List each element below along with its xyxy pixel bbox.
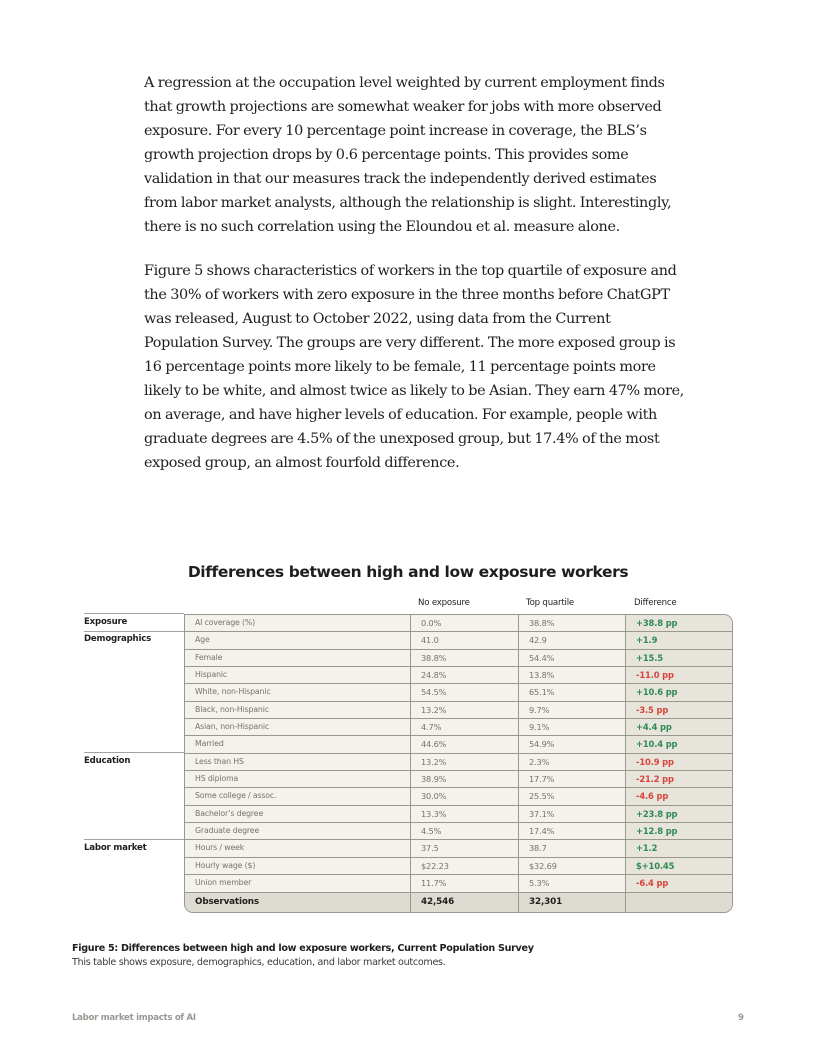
difference-value: -11.0 pp bbox=[626, 667, 732, 683]
difference-value: +1.9 bbox=[626, 632, 732, 648]
row-label: Female bbox=[185, 650, 411, 666]
row-label: AI coverage (%) bbox=[185, 615, 411, 631]
observations-top-quartile: 32,301 bbox=[519, 893, 626, 912]
row-label: Married bbox=[185, 736, 411, 752]
no-exposure-value: $22.23 bbox=[411, 858, 519, 874]
difference-value: +15.5 bbox=[626, 650, 732, 666]
top-quartile-value: 65.1% bbox=[519, 684, 626, 700]
observations-label: Observations bbox=[185, 893, 411, 912]
table-row bbox=[185, 788, 732, 805]
no-exposure-value: 24.8% bbox=[411, 667, 519, 683]
top-quartile-value: 13.8% bbox=[519, 667, 626, 683]
top-quartile-value: 42.9 bbox=[519, 632, 626, 648]
no-exposure-value: 13.2% bbox=[411, 702, 519, 718]
table-row bbox=[185, 632, 732, 649]
row-label: Union member bbox=[185, 875, 411, 891]
table-row bbox=[185, 702, 732, 719]
top-quartile-value: 9.7% bbox=[519, 702, 626, 718]
no-exposure-value: 54.5% bbox=[411, 684, 519, 700]
no-exposure-value: 41.0 bbox=[411, 632, 519, 648]
no-exposure-value: 37.5 bbox=[411, 840, 519, 856]
table-row bbox=[185, 858, 732, 875]
difference-value: -6.4 pp bbox=[626, 875, 732, 891]
row-label: Some college / assoc. bbox=[185, 788, 411, 804]
table-row bbox=[185, 771, 732, 788]
caption-title: Figure 5: Differences between high and low exposure workers, Current Population Survey bbox=[72, 943, 534, 954]
top-quartile-value: 37.1% bbox=[519, 806, 626, 822]
top-quartile-value: $32.69 bbox=[519, 858, 626, 874]
table-row bbox=[185, 736, 732, 753]
figure-caption bbox=[72, 942, 752, 970]
top-quartile-value: 38.8% bbox=[519, 615, 626, 631]
difference-value: +10.6 pp bbox=[626, 684, 732, 700]
top-quartile-value: 5.3% bbox=[519, 875, 626, 891]
body-paragraph-2: Figure 5 shows characteristics of workers in the top quartile of exposure and the 30% of workers with zero exposure in the three months before ChatGPT was released, August to October 2022, using data from the Current Population Survey. The groups are very different. The more exposed group is 16 percentage points more likely to be female, 11 percentage points more likely to be white, and almost twice as likely to be Asian. They earn 47% more, on average, and have higher levels of education. For example, people with graduate degrees are 4.5% of the unexposed group, but 17.4% of the most exposed group, an almost fourfold difference. bbox=[144, 263, 685, 471]
group-label-labor-market: Labor market bbox=[84, 842, 147, 853]
row-label: Hours / week bbox=[185, 840, 411, 856]
row-label: HS diploma bbox=[185, 771, 411, 787]
column-header-top-quartile: Top quartile bbox=[526, 598, 574, 608]
row-label: Asian, non-Hispanic bbox=[185, 719, 411, 735]
group-divider bbox=[84, 631, 184, 632]
table-column-headers bbox=[0, 598, 816, 612]
no-exposure-value: 4.5% bbox=[411, 823, 519, 839]
group-divider bbox=[84, 839, 184, 840]
column-header-difference: Difference bbox=[634, 598, 677, 608]
table-row bbox=[185, 615, 732, 632]
observations-difference bbox=[626, 893, 732, 912]
group-divider bbox=[84, 613, 184, 614]
table-row bbox=[185, 806, 732, 823]
row-label: Graduate degree bbox=[185, 823, 411, 839]
no-exposure-value: 30.0% bbox=[411, 788, 519, 804]
table-row bbox=[185, 754, 732, 771]
table-panel bbox=[184, 614, 733, 913]
row-label: Hourly wage ($) bbox=[185, 858, 411, 874]
no-exposure-value: 4.7% bbox=[411, 719, 519, 735]
row-label: Bachelor’s degree bbox=[185, 806, 411, 822]
group-label-education: Education bbox=[84, 755, 131, 766]
no-exposure-value: 13.3% bbox=[411, 806, 519, 822]
row-label: White, non-Hispanic bbox=[185, 684, 411, 700]
difference-value: +23.8 pp bbox=[626, 806, 732, 822]
no-exposure-value: 13.2% bbox=[411, 754, 519, 770]
difference-value: +10.4 pp bbox=[626, 736, 732, 752]
no-exposure-value: 38.9% bbox=[411, 771, 519, 787]
top-quartile-value: 17.7% bbox=[519, 771, 626, 787]
difference-value: +4.4 pp bbox=[626, 719, 732, 735]
difference-value: $+10.45 bbox=[626, 858, 732, 874]
table-row bbox=[185, 840, 732, 857]
top-quartile-value: 38.7 bbox=[519, 840, 626, 856]
row-label: Hispanic bbox=[185, 667, 411, 683]
no-exposure-value: 38.8% bbox=[411, 650, 519, 666]
difference-value: -10.9 pp bbox=[626, 754, 732, 770]
row-label: Less than HS bbox=[185, 754, 411, 770]
table-row bbox=[185, 684, 732, 701]
group-divider bbox=[84, 752, 184, 753]
top-quartile-value: 9.1% bbox=[519, 719, 626, 735]
no-exposure-value: 44.6% bbox=[411, 736, 519, 752]
observations-no-exposure: 42,546 bbox=[411, 893, 519, 912]
table-row bbox=[185, 650, 732, 667]
caption-text: This table shows exposure, demographics, education, and labor market outcomes. bbox=[72, 957, 446, 968]
page-number: 9 bbox=[738, 1013, 744, 1023]
group-label-exposure: Exposure bbox=[84, 617, 128, 627]
observations-row bbox=[185, 893, 732, 912]
difference-value: +38.8 pp bbox=[626, 615, 732, 631]
table-row bbox=[185, 823, 732, 840]
difference-value: -4.6 pp bbox=[626, 788, 732, 804]
difference-value: -21.2 pp bbox=[626, 771, 732, 787]
top-quartile-value: 25.5% bbox=[519, 788, 626, 804]
row-label: Black, non-Hispanic bbox=[185, 702, 411, 718]
no-exposure-value: 0.0% bbox=[411, 615, 519, 631]
group-label-demographics: Demographics bbox=[84, 634, 152, 645]
table-row bbox=[185, 719, 732, 736]
figure-title: Differences between high and low exposure workers bbox=[187, 563, 629, 581]
column-header-no-exposure: No exposure bbox=[418, 598, 470, 608]
top-quartile-value: 54.9% bbox=[519, 736, 626, 752]
top-quartile-value: 17.4% bbox=[519, 823, 626, 839]
footer-document-title: Labor market impacts of AI bbox=[72, 1013, 196, 1023]
body-paragraph-1: A regression at the occupation level weighted by current employment finds that growth projections are somewhat weaker for jobs with more observed exposure. For every 10 percentage point increase in coverage, the BLS’s growth projection drops by 0.6 percentage points. This provides some validation in that our measures track the independently derived estimates from labor market analysts, although the relationship is slight. Interestingly, there is no such correlation using the Eloundou et al. measure alone. bbox=[144, 75, 672, 235]
table-row bbox=[185, 875, 732, 892]
top-quartile-value: 2.3% bbox=[519, 754, 626, 770]
difference-value: +12.8 pp bbox=[626, 823, 732, 839]
no-exposure-value: 11.7% bbox=[411, 875, 519, 891]
difference-value: +1.2 bbox=[626, 840, 732, 856]
table-row bbox=[185, 667, 732, 684]
difference-value: -3.5 pp bbox=[626, 702, 732, 718]
row-label: Age bbox=[185, 632, 411, 648]
top-quartile-value: 54.4% bbox=[519, 650, 626, 666]
